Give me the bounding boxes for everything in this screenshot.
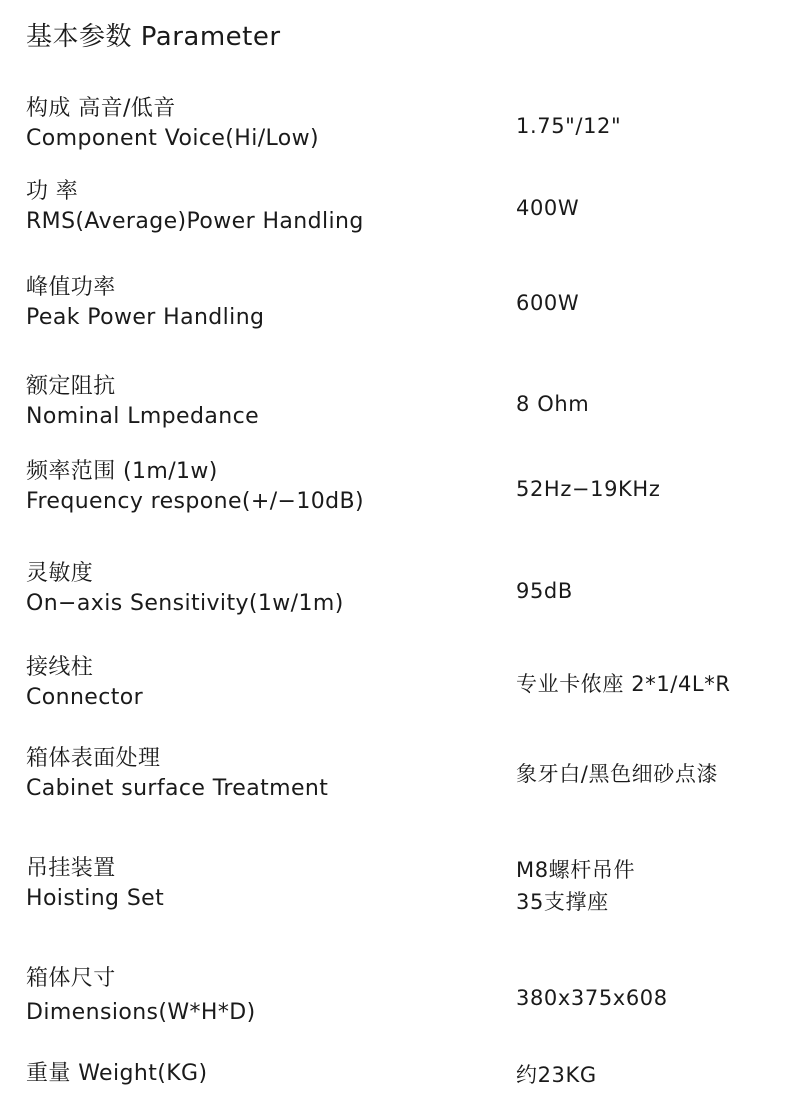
param-label xyxy=(26,177,496,237)
param-label-cn: 接线柱 xyxy=(26,655,94,680)
param-label-en: Hoisting Set xyxy=(26,886,165,911)
param-label-en: On−axis Sensitivity(1w/1m) xyxy=(26,591,344,616)
param-value xyxy=(516,287,786,319)
param-label-en: Connector xyxy=(26,685,144,710)
param-label xyxy=(26,964,496,1028)
param-label-cn: 频率范围 (1m/1w) xyxy=(26,459,218,484)
param-value xyxy=(516,473,786,505)
param-value xyxy=(516,110,786,142)
param-value-line: 约23KG xyxy=(516,1063,597,1087)
param-label-cn: 峰值功率 xyxy=(26,275,116,300)
param-label-en: Component Voice(Hi/Low) xyxy=(26,126,320,151)
param-value-line: 600W xyxy=(516,291,580,315)
param-label-en: Frequency respone(+/−10dB) xyxy=(26,489,365,514)
param-value xyxy=(516,1059,786,1091)
param-value-line: 380x375x608 xyxy=(516,986,668,1010)
param-label xyxy=(26,744,496,804)
param-label xyxy=(26,1059,496,1089)
param-value-line: 400W xyxy=(516,196,580,220)
param-value-line: 95dB xyxy=(516,579,573,603)
param-label-cn: 额定阻抗 xyxy=(26,374,116,399)
param-value-line: 35支撑座 xyxy=(516,890,609,914)
param-value xyxy=(516,982,786,1014)
param-label-en: Peak Power Handling xyxy=(26,305,265,330)
param-label-en: Cabinet surface Treatment xyxy=(26,776,329,801)
page-title: 基本参数 Parameter xyxy=(26,22,281,52)
param-label xyxy=(26,653,496,713)
param-label-cn: 箱体表面处理 xyxy=(26,746,161,771)
param-value-line: M8螺杆吊件 xyxy=(516,858,636,882)
param-value xyxy=(516,854,786,918)
param-label-en: Nominal Lmpedance xyxy=(26,404,259,429)
param-value xyxy=(516,192,786,224)
param-value xyxy=(516,388,786,420)
param-value xyxy=(516,668,786,700)
param-label xyxy=(26,273,496,333)
param-value-line: 1.75"/12" xyxy=(516,114,622,138)
param-label-cn: 灵敏度 xyxy=(26,561,94,586)
param-value-line: 专业卡侬座 2*1/4L*R xyxy=(516,672,731,696)
param-value-line: 52Hz−19KHz xyxy=(516,477,661,501)
param-label-cn: 吊挂装置 xyxy=(26,856,116,881)
param-label xyxy=(26,854,496,914)
param-label-cn: 重量 Weight(KG) xyxy=(26,1061,208,1086)
param-label-en: Dimensions(W*H*D) xyxy=(26,1000,256,1025)
param-label xyxy=(26,372,496,432)
param-label-en: RMS(Average)Power Handling xyxy=(26,209,364,234)
param-label-cn: 箱体尺寸 xyxy=(26,966,116,991)
param-value-line: 象牙白/黑色细砂点漆 xyxy=(516,762,719,786)
param-label xyxy=(26,94,496,154)
param-value xyxy=(516,575,786,607)
param-value-line: 8 Ohm xyxy=(516,392,590,416)
param-label xyxy=(26,457,496,517)
param-value xyxy=(516,758,786,790)
param-label-cn: 构成 高音/低音 xyxy=(26,96,176,121)
param-label-cn: 功 率 xyxy=(26,179,79,204)
param-label xyxy=(26,559,496,619)
